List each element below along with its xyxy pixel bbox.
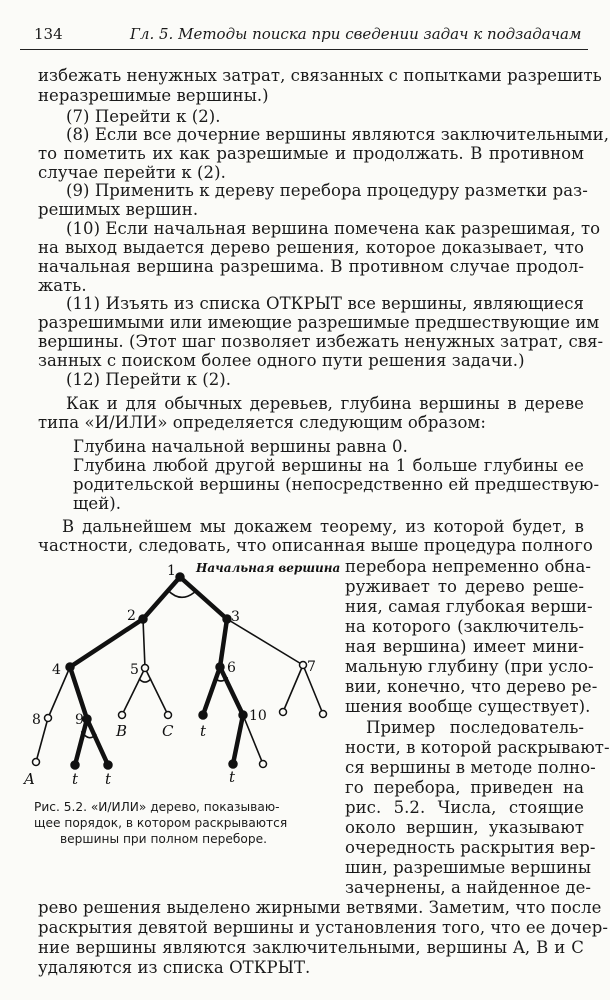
text-line: жать. bbox=[38, 276, 87, 295]
text-line: случае перейти к (2). bbox=[38, 163, 226, 182]
text-line: то пометить их как разрешимые и продолжать. В противном bbox=[38, 144, 584, 163]
chapter-title: Гл. 5. Методы поиска при сведении задач к подзадачам bbox=[130, 25, 582, 43]
node-10 bbox=[239, 711, 247, 719]
leaf-label: t bbox=[72, 770, 79, 788]
text-line: около вершин, указывают bbox=[345, 818, 584, 837]
leaf-node bbox=[199, 711, 207, 719]
figure-caption-line: щее порядок, в котором раскрываются bbox=[34, 816, 288, 830]
text-line: зачернены, а найденное де- bbox=[345, 878, 592, 897]
root-label: Начальная вершина bbox=[196, 561, 341, 575]
node-1 bbox=[176, 573, 184, 581]
text-line: го перебора, приведен на bbox=[345, 778, 584, 797]
text-line: вии, конечно, что дерево ре- bbox=[345, 677, 598, 696]
text-line: руживает то дерево реше- bbox=[345, 577, 584, 596]
text-line: щей). bbox=[73, 494, 122, 513]
text-line: ная вершина) имеет мини- bbox=[345, 637, 584, 656]
text-line: типа «И/ИЛИ» определяется следующим образом: bbox=[38, 413, 486, 432]
node-number: 1 bbox=[167, 563, 176, 579]
leaf-node bbox=[33, 759, 40, 766]
leaf-node bbox=[260, 761, 267, 768]
node-7 bbox=[300, 662, 307, 669]
leaf-node bbox=[229, 760, 237, 768]
text-line: (12) Перейти к (2). bbox=[66, 370, 232, 389]
node-3 bbox=[223, 615, 231, 623]
leaf-node bbox=[320, 711, 327, 718]
text-line: разрешимыми или имеющие разрешимые предшествующие им bbox=[38, 313, 600, 332]
text-line: (9) Применить к дереву перебора процедуру разметки раз- bbox=[66, 181, 588, 200]
text-line: ние вершины являются заключительными, вершины A, B и C bbox=[38, 938, 584, 957]
leaf-label: A bbox=[24, 770, 35, 788]
node-number: 9 bbox=[75, 712, 84, 728]
text-line: удаляются из списка ОТКРЫТ. bbox=[38, 958, 311, 977]
node-number: 4 bbox=[52, 662, 61, 678]
node-6 bbox=[216, 663, 224, 671]
figure-caption-line: Рис. 5.2. «И/ИЛИ» дерево, показываю- bbox=[34, 800, 280, 814]
text-line: избежать ненужных затрат, связанных с попытками разрешить bbox=[38, 66, 602, 85]
figure-caption-line: вершины при полном переборе. bbox=[60, 832, 267, 846]
leaf-node bbox=[104, 761, 112, 769]
text-line: ности, в которой раскрывают- bbox=[345, 738, 610, 757]
text-line: частности, следовать, что описанная выше процедура полного bbox=[38, 536, 593, 555]
node-8 bbox=[45, 715, 52, 722]
text-line: начальная вершина разрешима. В противном случае продол- bbox=[38, 257, 584, 276]
text-line: ния, самая глубокая верши- bbox=[345, 597, 593, 616]
text-line: неразрешимые вершины.) bbox=[38, 86, 269, 105]
leaf-node bbox=[280, 709, 287, 716]
text-line: Как и для обычных деревьев, глубина вершины в дереве bbox=[66, 394, 584, 413]
text-line: Глубина начальной вершины равна 0. bbox=[73, 437, 408, 456]
text-line: (7) Перейти к (2). bbox=[66, 107, 221, 126]
text-line: на которого (заключитель- bbox=[345, 617, 584, 636]
leaf-node bbox=[71, 761, 79, 769]
text-line: (10) Если начальная вершина помечена как разрешимая, то bbox=[66, 219, 601, 238]
text-line: раскрытия девятой вершины и установления того, что ее дочер- bbox=[38, 918, 608, 937]
node-number: 10 bbox=[249, 708, 267, 724]
leaf-label: B bbox=[116, 722, 128, 740]
node-number: 8 bbox=[32, 712, 41, 728]
text-line: (11) Изъять из списка ОТКРЫТ все вершины, являющиеся bbox=[66, 294, 584, 313]
text-line: шин, разрешимые вершины bbox=[345, 858, 592, 877]
node-2 bbox=[139, 615, 147, 623]
text-line: решимых вершин. bbox=[38, 200, 199, 219]
text-line: вершины. (Этот шаг позволяет избежать ненужных затрат, свя- bbox=[38, 332, 604, 351]
text-line: на выход выдается дерево решения, которое доказывает, что bbox=[38, 238, 584, 257]
text-line: Пример последователь- bbox=[366, 718, 584, 737]
text-line: родительской вершины (непосредственно ей предшествую- bbox=[73, 475, 600, 494]
text-line: шения вообще существует). bbox=[345, 697, 591, 716]
leaf-label: C bbox=[162, 722, 174, 740]
text-line: занных с поиском более одного пути решения задачи.) bbox=[38, 351, 525, 370]
text-line: перебора непременно обна- bbox=[345, 557, 591, 576]
page-number: 134 bbox=[34, 25, 63, 43]
leaf-label: t bbox=[229, 768, 236, 786]
leaf-node bbox=[119, 712, 126, 719]
text-line: В дальнейшем мы докажем теорему, из которой будет, в bbox=[62, 517, 584, 536]
node-number: 5 bbox=[130, 662, 139, 678]
node-5 bbox=[142, 665, 149, 672]
node-9 bbox=[83, 715, 91, 723]
node-number: 3 bbox=[231, 609, 240, 625]
text-line: Глубина любой другой вершины на 1 больше глубины ее bbox=[73, 456, 584, 475]
text-line: (8) Если все дочерние вершины являются заключительными, bbox=[66, 125, 610, 144]
node-4 bbox=[66, 663, 74, 671]
leaf-node bbox=[165, 712, 172, 719]
text-line: рево решения выделено жирными ветвями. Заметим, что после bbox=[38, 898, 602, 917]
leaf-label: t bbox=[105, 770, 112, 788]
text-line: ся вершины в методе полно- bbox=[345, 758, 596, 777]
node-number: 7 bbox=[307, 659, 316, 675]
node-number: 2 bbox=[127, 608, 136, 624]
text-line: мальную глубину (при усло- bbox=[345, 657, 594, 676]
leaf-label: t bbox=[200, 722, 207, 740]
text-line: очередность раскрытия вер- bbox=[345, 838, 596, 857]
text-line: рис. 5.2. Числа, стоящие bbox=[345, 798, 584, 817]
node-number: 6 bbox=[227, 660, 236, 676]
